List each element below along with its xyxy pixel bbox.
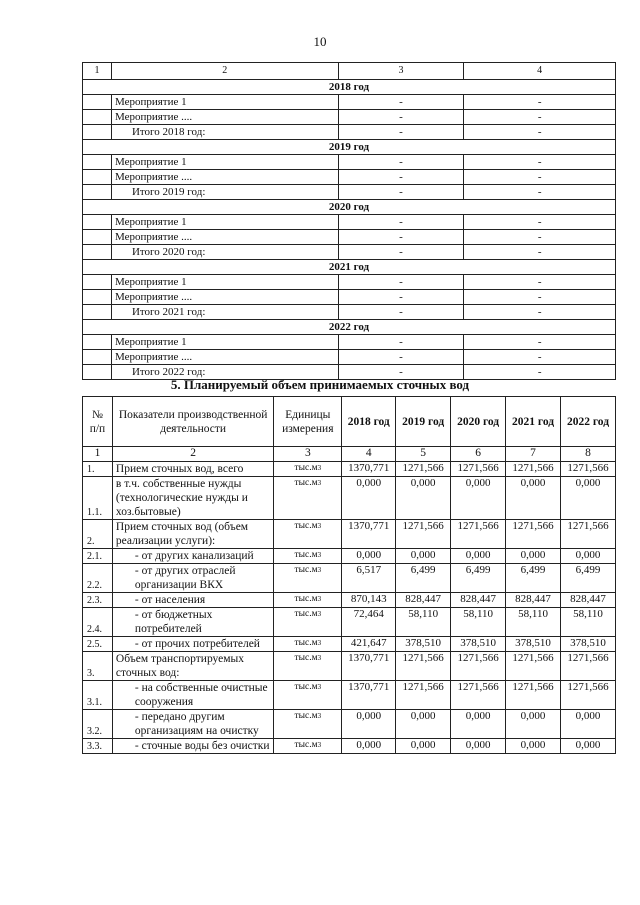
value-cell: 1271,566 (561, 520, 616, 549)
value-cell: 1271,566 (396, 652, 451, 681)
year-header-cell: 2018 год (83, 80, 616, 95)
value-cell: 1271,566 (451, 681, 506, 710)
unit-superscript: 3 (317, 683, 322, 691)
event-label-cell: Мероприятие 1 (111, 335, 338, 350)
unit-text: тыс.м (294, 565, 318, 575)
unit-cell (274, 520, 342, 549)
unit-superscript: 3 (317, 464, 322, 472)
value-cell: 6,499 (561, 564, 616, 593)
table-row (83, 637, 616, 652)
header-num: № п/п (83, 397, 113, 447)
unit-cell (274, 637, 342, 652)
value-cell: 58,110 (561, 608, 616, 637)
event-value-cell: - (464, 155, 616, 170)
event-row (83, 170, 616, 185)
header-unit: Единицы измерения (274, 397, 342, 447)
value-cell: 1271,566 (451, 652, 506, 681)
unit-cell (274, 564, 342, 593)
row-number-cell: 2.4. (83, 608, 113, 637)
value-cell: 0,000 (451, 739, 506, 754)
event-num-cell (83, 155, 112, 170)
event-label-cell: Мероприятие 1 (111, 215, 338, 230)
wastewater-header-row (83, 397, 616, 447)
value-cell: 828,447 (506, 593, 561, 608)
event-value-cell: - (338, 95, 464, 110)
year-header-row (83, 80, 616, 95)
event-value-cell: - (338, 185, 464, 200)
event-row (83, 230, 616, 245)
event-row (83, 215, 616, 230)
unit-text: тыс.м (294, 521, 318, 531)
unit-superscript: 3 (317, 712, 322, 720)
event-value-cell: - (464, 350, 616, 365)
event-value-cell: - (338, 350, 464, 365)
table-row (83, 608, 616, 637)
column-number: 2 (112, 447, 273, 462)
unit-cell (274, 549, 342, 564)
event-value-cell: - (338, 305, 464, 320)
event-label-cell: Мероприятие 1 (111, 155, 338, 170)
value-cell: 0,000 (561, 710, 616, 739)
event-value-cell: - (464, 290, 616, 305)
event-num-cell (83, 170, 112, 185)
unit-superscript: 3 (317, 741, 322, 749)
table-row (83, 652, 616, 681)
unit-superscript: 3 (317, 639, 322, 647)
event-value-cell: - (464, 230, 616, 245)
value-cell: 6,499 (451, 564, 506, 593)
event-value-cell: - (464, 125, 616, 140)
event-label-cell: Итого 2020 год: (111, 245, 338, 260)
value-cell: 6,499 (506, 564, 561, 593)
event-row (83, 185, 616, 200)
unit-text: тыс.м (294, 550, 318, 560)
row-number-cell: 1.1. (83, 477, 113, 520)
unit-cell (274, 739, 342, 754)
table-row (83, 739, 616, 754)
value-cell: 1271,566 (561, 652, 616, 681)
indicator-cell: - от бюджетных потребителей (112, 608, 273, 637)
column-number: 5 (396, 447, 451, 462)
value-cell: 1370,771 (342, 652, 396, 681)
event-num-cell (83, 275, 112, 290)
value-cell: 378,510 (396, 637, 451, 652)
value-cell: 1271,566 (451, 520, 506, 549)
event-value-cell: - (338, 335, 464, 350)
event-value-cell: - (338, 275, 464, 290)
value-cell: 1271,566 (506, 520, 561, 549)
column-number: 8 (561, 447, 616, 462)
table-row (83, 549, 616, 564)
unit-superscript: 3 (317, 522, 322, 530)
value-cell: 1271,566 (506, 652, 561, 681)
event-value-cell: - (464, 275, 616, 290)
value-cell: 0,000 (396, 477, 451, 520)
indicator-cell: - от других канализаций (112, 549, 273, 564)
column-number: 4 (342, 447, 396, 462)
unit-cell (274, 608, 342, 637)
year-header-row (83, 140, 616, 155)
unit-cell (274, 593, 342, 608)
value-cell: 828,447 (396, 593, 451, 608)
column-number: 6 (451, 447, 506, 462)
column-number: 1 (83, 447, 113, 462)
value-cell: 0,000 (342, 739, 396, 754)
event-value-cell: - (464, 170, 616, 185)
year-header-cell: 2022 год (83, 320, 616, 335)
event-num-cell (83, 215, 112, 230)
event-row (83, 155, 616, 170)
unit-text: тыс.м (294, 711, 318, 721)
event-label-cell: Мероприятие .... (111, 170, 338, 185)
year-header-row (83, 200, 616, 215)
event-num-cell (83, 350, 112, 365)
event-value-cell: - (338, 245, 464, 260)
event-row (83, 125, 616, 140)
indicator-cell: в т.ч. собственные нужды (технологические нужды и хоз.бытовые) (112, 477, 273, 520)
event-num-cell (83, 230, 112, 245)
unit-superscript: 3 (317, 566, 322, 574)
value-cell: 0,000 (561, 549, 616, 564)
events-header-cell: 4 (464, 63, 616, 80)
value-cell: 1271,566 (506, 462, 561, 477)
header-year-2022: 2022 год (561, 397, 616, 447)
event-value-cell: - (464, 335, 616, 350)
header-year-2021: 2021 год (506, 397, 561, 447)
year-header-cell: 2019 год (83, 140, 616, 155)
event-label-cell: Мероприятие 1 (111, 275, 338, 290)
value-cell: 6,517 (342, 564, 396, 593)
indicator-cell: - от населения (112, 593, 273, 608)
event-value-cell: - (464, 215, 616, 230)
value-cell: 378,510 (506, 637, 561, 652)
event-num-cell (83, 305, 112, 320)
value-cell: 378,510 (561, 637, 616, 652)
event-value-cell: - (464, 185, 616, 200)
unit-cell (274, 681, 342, 710)
value-cell: 58,110 (506, 608, 561, 637)
row-number-cell: 2.1. (83, 549, 113, 564)
row-number-cell: 2.3. (83, 593, 113, 608)
table-row (83, 710, 616, 739)
value-cell: 0,000 (561, 739, 616, 754)
value-cell: 0,000 (342, 477, 396, 520)
events-header-cell: 1 (83, 63, 112, 80)
value-cell: 828,447 (451, 593, 506, 608)
unit-text: тыс.м (294, 682, 318, 692)
table-row (83, 681, 616, 710)
events-table-header-row (83, 63, 616, 80)
event-value-cell: - (338, 110, 464, 125)
event-num-cell (83, 110, 112, 125)
value-cell: 1271,566 (396, 681, 451, 710)
value-cell: 0,000 (342, 549, 396, 564)
value-cell: 421,647 (342, 637, 396, 652)
unit-text: тыс.м (294, 609, 318, 619)
value-cell: 58,110 (396, 608, 451, 637)
event-label-cell: Мероприятие .... (111, 290, 338, 305)
unit-superscript: 3 (317, 479, 322, 487)
event-num-cell (83, 95, 112, 110)
event-label-cell: Мероприятие .... (111, 110, 338, 125)
value-cell: 1271,566 (561, 681, 616, 710)
unit-text: тыс.м (294, 594, 318, 604)
event-value-cell: - (464, 245, 616, 260)
value-cell: 6,499 (396, 564, 451, 593)
row-number-cell: 3. (83, 652, 113, 681)
year-header-row (83, 320, 616, 335)
events-header-cell: 2 (111, 63, 338, 80)
row-number-cell: 3.2. (83, 710, 113, 739)
event-row (83, 290, 616, 305)
value-cell: 0,000 (506, 549, 561, 564)
table-row (83, 477, 616, 520)
event-value-cell: - (338, 170, 464, 185)
value-cell: 0,000 (396, 739, 451, 754)
year-header-cell: 2020 год (83, 200, 616, 215)
indicator-cell: - от других отраслей организации ВКХ (112, 564, 273, 593)
event-row (83, 245, 616, 260)
value-cell: 1271,566 (561, 462, 616, 477)
unit-cell (274, 477, 342, 520)
event-value-cell: - (338, 290, 464, 305)
indicator-cell: - сточные воды без очистки (112, 739, 273, 754)
event-value-cell: - (464, 365, 616, 380)
unit-cell (274, 462, 342, 477)
header-indicator: Показатели производственной деятельности (112, 397, 273, 447)
event-label-cell: Итого 2022 год: (111, 365, 338, 380)
indicator-cell: - от прочих потребителей (112, 637, 273, 652)
value-cell: 0,000 (451, 549, 506, 564)
event-value-cell: - (338, 230, 464, 245)
header-year-2019: 2019 год (396, 397, 451, 447)
event-label-cell: Итого 2018 год: (111, 125, 338, 140)
unit-text: тыс.м (294, 478, 318, 488)
value-cell: 1271,566 (396, 462, 451, 477)
event-row (83, 95, 616, 110)
unit-superscript: 3 (317, 610, 322, 618)
wastewater-volume-table (82, 396, 616, 754)
event-label-cell: Мероприятие .... (111, 230, 338, 245)
indicator-cell: - на собственные очистные сооружения (112, 681, 273, 710)
value-cell: 0,000 (396, 710, 451, 739)
event-value-cell: - (338, 365, 464, 380)
event-row (83, 110, 616, 125)
indicator-cell: Прием сточных вод, всего (112, 462, 273, 477)
value-cell: 1271,566 (506, 681, 561, 710)
event-num-cell (83, 245, 112, 260)
unit-cell (274, 652, 342, 681)
event-num-cell (83, 335, 112, 350)
event-value-cell: - (464, 110, 616, 125)
value-cell: 0,000 (506, 710, 561, 739)
row-number-cell: 2.2. (83, 564, 113, 593)
column-number: 7 (506, 447, 561, 462)
page-number: 10 (313, 34, 327, 49)
event-label-cell: Мероприятие .... (111, 350, 338, 365)
event-label-cell: Мероприятие 1 (111, 95, 338, 110)
year-header-row (83, 260, 616, 275)
value-cell: 0,000 (342, 710, 396, 739)
unit-text: тыс.м (294, 740, 318, 750)
value-cell: 1370,771 (342, 520, 396, 549)
indicator-cell: Объем транспортируемых сточных вод: (112, 652, 273, 681)
event-label-cell: Итого 2019 год: (111, 185, 338, 200)
value-cell: 378,510 (451, 637, 506, 652)
unit-text: тыс.м (294, 463, 318, 473)
events-table-body (83, 63, 616, 380)
row-number-cell: 3.3. (83, 739, 113, 754)
event-value-cell: - (338, 215, 464, 230)
column-number: 3 (274, 447, 342, 462)
event-num-cell (83, 185, 112, 200)
table-row (83, 520, 616, 549)
row-number-cell: 1. (83, 462, 113, 477)
header-year-2018: 2018 год (342, 397, 396, 447)
value-cell: 1370,771 (342, 681, 396, 710)
value-cell: 870,143 (342, 593, 396, 608)
event-row (83, 275, 616, 290)
unit-cell (274, 710, 342, 739)
events-table (82, 62, 616, 380)
row-number-cell: 2. (83, 520, 113, 549)
event-value-cell: - (464, 305, 616, 320)
row-number-cell: 3.1. (83, 681, 113, 710)
unit-superscript: 3 (317, 551, 322, 559)
value-cell: 1271,566 (451, 462, 506, 477)
wastewater-table-body (83, 397, 616, 754)
event-row (83, 305, 616, 320)
value-cell: 0,000 (506, 477, 561, 520)
row-number-cell: 2.5. (83, 637, 113, 652)
event-num-cell (83, 290, 112, 305)
value-cell: 72,464 (342, 608, 396, 637)
table-row (83, 462, 616, 477)
value-cell: 1370,771 (342, 462, 396, 477)
value-cell: 0,000 (451, 477, 506, 520)
value-cell: 0,000 (396, 549, 451, 564)
table-row (83, 564, 616, 593)
unit-text: тыс.м (294, 638, 318, 648)
column-number-row (83, 447, 616, 462)
events-header-cell: 3 (338, 63, 464, 80)
year-header-cell: 2021 год (83, 260, 616, 275)
section-title: 5. Планируемый объем принимаемых сточных вод (170, 377, 470, 392)
event-label-cell: Итого 2021 год: (111, 305, 338, 320)
event-value-cell: - (464, 95, 616, 110)
event-row (83, 350, 616, 365)
value-cell: 1271,566 (396, 520, 451, 549)
unit-superscript: 3 (317, 654, 322, 662)
event-row (83, 335, 616, 350)
unit-superscript: 3 (317, 595, 322, 603)
value-cell: 828,447 (561, 593, 616, 608)
table-row (83, 593, 616, 608)
value-cell: 58,110 (451, 608, 506, 637)
header-year-2020: 2020 год (451, 397, 506, 447)
value-cell: 0,000 (506, 739, 561, 754)
indicator-cell: - передано другим организациям на очистку (112, 710, 273, 739)
event-value-cell: - (338, 125, 464, 140)
value-cell: 0,000 (451, 710, 506, 739)
indicator-cell: Прием сточных вод (объем реализации услуги): (112, 520, 273, 549)
value-cell: 0,000 (561, 477, 616, 520)
event-value-cell: - (338, 155, 464, 170)
unit-text: тыс.м (294, 653, 318, 663)
event-num-cell (83, 125, 112, 140)
